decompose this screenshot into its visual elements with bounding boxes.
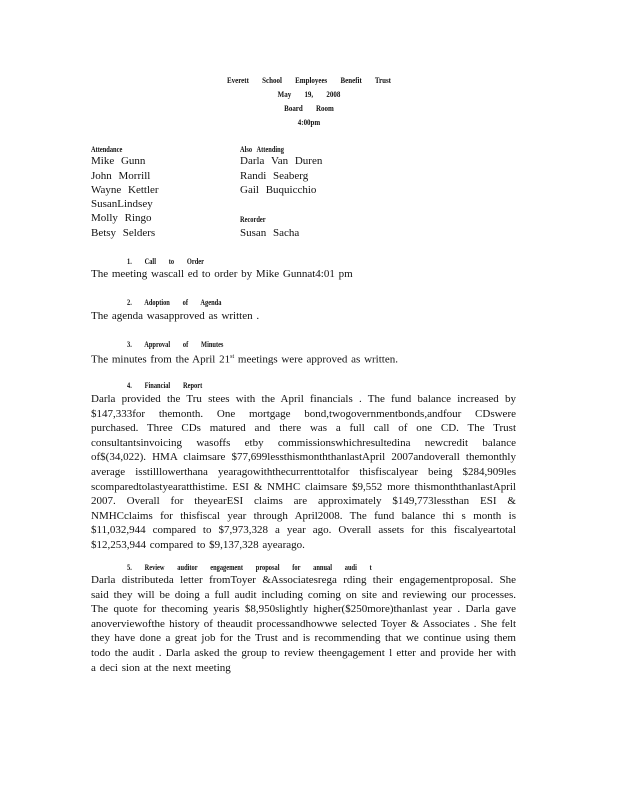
attendee-name: John Morrill	[91, 170, 151, 182]
recorder-name: Susan Sacha	[240, 227, 300, 239]
also-attending-label: Also Attending	[240, 145, 284, 154]
meeting-location: Board Room	[284, 103, 334, 113]
attendance-label: Attendance	[91, 145, 123, 154]
attendee-name: Betsy Selders	[91, 227, 156, 239]
meeting-date: May 19, 2008	[277, 89, 341, 99]
section-heading: 3. Approval of Minutes	[127, 340, 224, 349]
section-heading: 5. Review auditor engagement proposal for annual audi t	[127, 563, 372, 572]
also-attending-name: Gail Buquicchio	[240, 184, 317, 196]
section-heading: 1. Call to Order	[127, 257, 204, 266]
section-body: Darla provided the Tru stees with the April financials . The fund balance increased by $147,333for themonth. One mortgage bond,twogovernmentbonds,andfour CDswere purchased. Three CDs matured and there was a full call of one CD. The Trust consultantsinvoicing wasoffs etby commissionswhichresultedina newcredit balance of$(34,022). HMA claimsare $77,699lessthismonththanlastApril 2007andoverall themonthly average isstilllowerthana yearagowiththecurrenttotalfor thisfiscalyear being $284,909les scomparedtolastyearatthistime. ESI & NMHC claimsare $9,552 more thismonththanlastApril 2007. Overall for theyearESI claims are approximately $149,773lessthan ESI & NMHCclaims for thisfiscal year through April2008. The fund balance thi s month is $11,032,944 compared to $7,973,328 a year ago. Overall assets for this fiscalyeartotal $12,253,944 compared to $9,137,328 ayearago.	[91, 393, 516, 551]
meeting-time: 4:00pm	[297, 117, 321, 127]
document-title: Everett School Employees Benefit Trust	[226, 75, 391, 85]
section-body: The minutes from the April 21st meetings were approved as written.	[91, 353, 398, 366]
attendee-name: Wayne Kettler	[91, 184, 159, 196]
also-attending-name: Randi Seaberg	[240, 170, 309, 182]
attendee-name: Molly Ringo	[91, 212, 152, 224]
also-attending-name: Darla Van Duren	[240, 155, 323, 167]
section-body: Darla distributeda letter fromToyer &Associatesrega rding their engagementproposal. She said they will be doing a full audit including coming on site and reviewing our processes. The quote for thecoming yearis $8,950slightly higher($250more)thanlast year . Darla gave anoverviewofthe history of theaudit processandhowwe selected Toyer & Associates . She felt they have done a great job for the Trust and is recommending that we continue using them todo the audit . Darla asked the group to review theengagement l etter and provide her with a deci sion at the next meeting	[91, 574, 516, 674]
ordinal-suffix: st	[230, 354, 235, 360]
section-body: The meeting wascall ed to order by Mike Gunnat4:01 pm	[91, 268, 353, 280]
recorder-label: Recorder	[240, 215, 266, 224]
section-heading: 4. Financial Report	[127, 381, 203, 390]
attendee-name: Mike Gunn	[91, 155, 146, 167]
attendee-name: SusanLindsey	[91, 198, 153, 210]
section-body: The agenda wasapproved as written .	[91, 310, 260, 322]
section-heading: 2. Adoption of Agenda	[127, 298, 222, 307]
